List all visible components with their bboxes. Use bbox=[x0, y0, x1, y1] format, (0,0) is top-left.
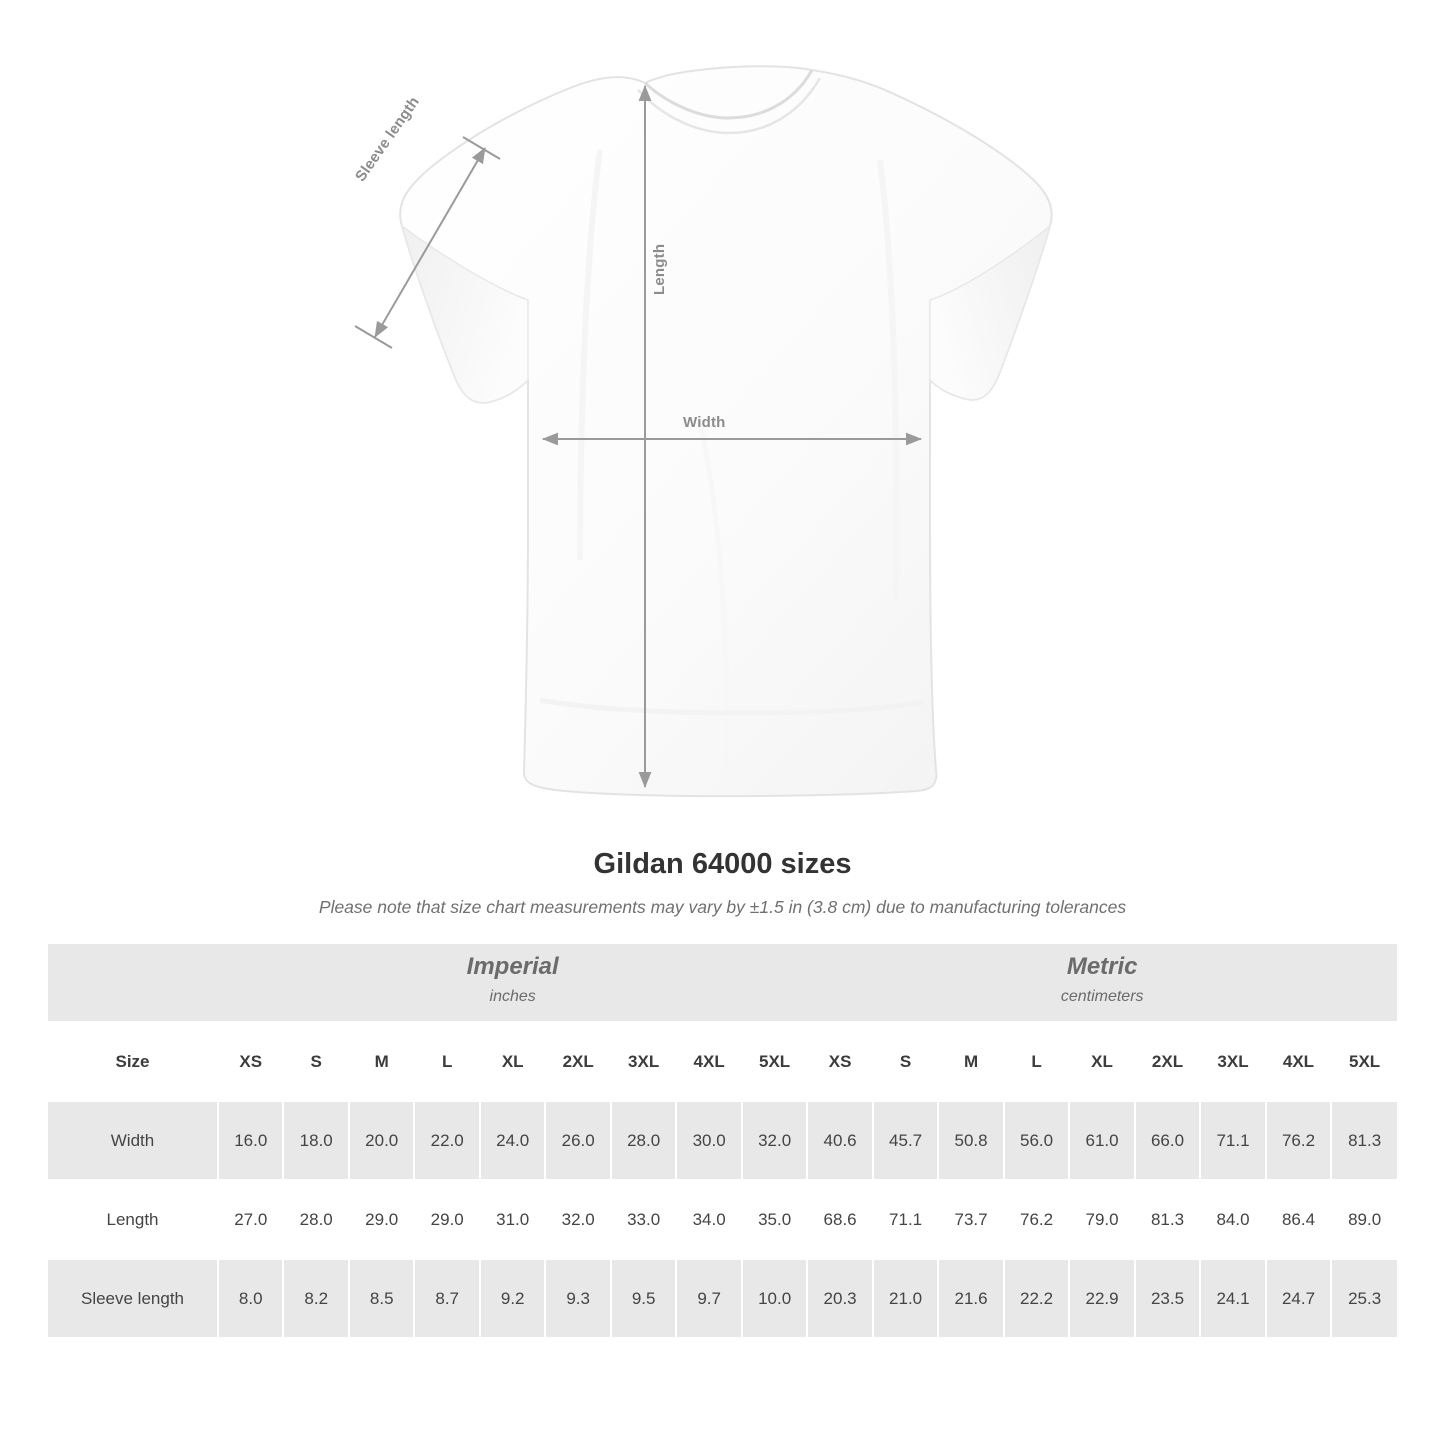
size-header-s-imperial: S bbox=[283, 1022, 348, 1101]
length-3xl-metric: 84.0 bbox=[1200, 1180, 1265, 1259]
size-header-l-imperial: L bbox=[414, 1022, 479, 1101]
sleeve-xs-metric: 20.3 bbox=[807, 1259, 872, 1338]
size-header-3xl-metric: 3XL bbox=[1200, 1022, 1265, 1101]
width-xl-imperial: 24.0 bbox=[480, 1101, 545, 1180]
table-row-length bbox=[48, 1180, 1397, 1259]
sleeve-xl-metric: 22.9 bbox=[1069, 1259, 1134, 1338]
width-dimension-label: Width bbox=[683, 414, 726, 431]
width-4xl-metric: 76.2 bbox=[1266, 1101, 1331, 1180]
size-header-4xl-metric: 4XL bbox=[1266, 1022, 1331, 1101]
sleeve-l-imperial: 8.7 bbox=[414, 1259, 479, 1338]
width-5xl-imperial: 32.0 bbox=[742, 1101, 807, 1180]
sleeve-4xl-imperial: 9.7 bbox=[676, 1259, 741, 1338]
width-xl-metric: 61.0 bbox=[1069, 1101, 1134, 1180]
length-4xl-metric: 86.4 bbox=[1266, 1180, 1331, 1259]
chart-heading bbox=[0, 848, 1445, 918]
size-header-5xl-imperial: 5XL bbox=[742, 1022, 807, 1101]
row-label-width: Width bbox=[48, 1101, 218, 1180]
sleeve-2xl-metric: 23.5 bbox=[1135, 1259, 1200, 1338]
sleeve-s-imperial: 8.2 bbox=[283, 1259, 348, 1338]
length-xs-imperial: 27.0 bbox=[218, 1180, 283, 1259]
size-header-2xl-metric: 2XL bbox=[1135, 1022, 1200, 1101]
size-header-4xl-imperial: 4XL bbox=[676, 1022, 741, 1101]
sleeve-3xl-metric: 24.1 bbox=[1200, 1259, 1265, 1338]
unit-group-imperial-sub: inches bbox=[489, 988, 536, 1006]
width-2xl-imperial: 26.0 bbox=[545, 1101, 610, 1180]
size-header-xl-metric: XL bbox=[1069, 1022, 1134, 1101]
sleeve-5xl-metric: 25.3 bbox=[1331, 1259, 1397, 1338]
table-row-sleeve-length bbox=[48, 1259, 1397, 1338]
size-header-m-metric: M bbox=[938, 1022, 1003, 1101]
sleeve-xl-imperial: 9.2 bbox=[480, 1259, 545, 1338]
row-label-size: Size bbox=[48, 1022, 218, 1101]
width-4xl-imperial: 30.0 bbox=[676, 1101, 741, 1180]
sleeve-m-metric: 21.6 bbox=[938, 1259, 1003, 1338]
size-chart-table-wrapper bbox=[48, 944, 1397, 1339]
length-s-metric: 71.1 bbox=[873, 1180, 938, 1259]
length-dimension-label: Length bbox=[651, 243, 668, 295]
sleeve-m-imperial: 8.5 bbox=[349, 1259, 414, 1338]
length-xs-metric: 68.6 bbox=[807, 1180, 872, 1259]
unit-group-metric-sub: centimeters bbox=[1060, 988, 1144, 1006]
width-3xl-imperial: 28.0 bbox=[611, 1101, 676, 1180]
size-header-xl-imperial: XL bbox=[480, 1022, 545, 1101]
sleeve-length-dimension-label: Sleeve length bbox=[352, 93, 423, 185]
tolerance-note: Please note that size chart measurements may vary by ±1.5 in (3.8 cm) due to manufacturing tolerances bbox=[318, 897, 1127, 917]
length-l-imperial: 29.0 bbox=[414, 1180, 479, 1259]
length-3xl-imperial: 33.0 bbox=[611, 1180, 676, 1259]
size-header-2xl-imperial: 2XL bbox=[545, 1022, 610, 1101]
unit-group-metric-name: Metric bbox=[1066, 953, 1138, 981]
width-l-metric: 56.0 bbox=[1004, 1101, 1069, 1180]
width-5xl-metric: 81.3 bbox=[1331, 1101, 1397, 1180]
unit-group-imperial-name: Imperial bbox=[466, 953, 559, 981]
table-unit-header-row bbox=[48, 944, 1397, 1022]
width-xs-imperial: 16.0 bbox=[218, 1101, 283, 1180]
sleeve-2xl-imperial: 9.3 bbox=[545, 1259, 610, 1338]
length-l-metric: 76.2 bbox=[1004, 1180, 1069, 1259]
size-header-3xl-imperial: 3XL bbox=[611, 1022, 676, 1101]
size-chart-table bbox=[48, 944, 1397, 1339]
length-2xl-metric: 81.3 bbox=[1135, 1180, 1200, 1259]
width-s-imperial: 18.0 bbox=[283, 1101, 348, 1180]
table-row-width bbox=[48, 1101, 1397, 1180]
width-3xl-metric: 71.1 bbox=[1200, 1101, 1265, 1180]
length-s-imperial: 28.0 bbox=[283, 1180, 348, 1259]
size-header-xs-metric: XS bbox=[807, 1022, 872, 1101]
table-corner-cell bbox=[48, 944, 218, 1022]
row-label-length: Length bbox=[48, 1180, 218, 1259]
sleeve-l-metric: 22.2 bbox=[1004, 1259, 1069, 1338]
unit-group-imperial bbox=[218, 944, 807, 1022]
table-row-sizes bbox=[48, 1022, 1397, 1101]
length-xl-metric: 79.0 bbox=[1069, 1180, 1134, 1259]
row-label-sleeve-length: Sleeve length bbox=[48, 1259, 218, 1338]
width-l-imperial: 22.0 bbox=[414, 1101, 479, 1180]
sleeve-s-metric: 21.0 bbox=[873, 1259, 938, 1338]
unit-group-metric bbox=[807, 944, 1397, 1022]
length-xl-imperial: 31.0 bbox=[480, 1180, 545, 1259]
length-2xl-imperial: 32.0 bbox=[545, 1180, 610, 1259]
sleeve-xs-imperial: 8.0 bbox=[218, 1259, 283, 1338]
width-s-metric: 45.7 bbox=[873, 1101, 938, 1180]
size-header-xs-imperial: XS bbox=[218, 1022, 283, 1101]
length-5xl-imperial: 35.0 bbox=[742, 1180, 807, 1259]
size-header-m-imperial: M bbox=[349, 1022, 414, 1101]
width-xs-metric: 40.6 bbox=[807, 1101, 872, 1180]
length-m-imperial: 29.0 bbox=[349, 1180, 414, 1259]
width-m-imperial: 20.0 bbox=[349, 1101, 414, 1180]
length-5xl-metric: 89.0 bbox=[1331, 1180, 1397, 1259]
length-4xl-imperial: 34.0 bbox=[676, 1180, 741, 1259]
sleeve-3xl-imperial: 9.5 bbox=[611, 1259, 676, 1338]
size-header-s-metric: S bbox=[873, 1022, 938, 1101]
size-header-l-metric: L bbox=[1004, 1022, 1069, 1101]
length-m-metric: 73.7 bbox=[938, 1180, 1003, 1259]
sleeve-5xl-imperial: 10.0 bbox=[742, 1259, 807, 1338]
page-title: Gildan 64000 sizes bbox=[593, 848, 852, 880]
size-header-5xl-metric: 5XL bbox=[1331, 1022, 1397, 1101]
sleeve-4xl-metric: 24.7 bbox=[1266, 1259, 1331, 1338]
width-2xl-metric: 66.0 bbox=[1135, 1101, 1200, 1180]
width-m-metric: 50.8 bbox=[938, 1101, 1003, 1180]
